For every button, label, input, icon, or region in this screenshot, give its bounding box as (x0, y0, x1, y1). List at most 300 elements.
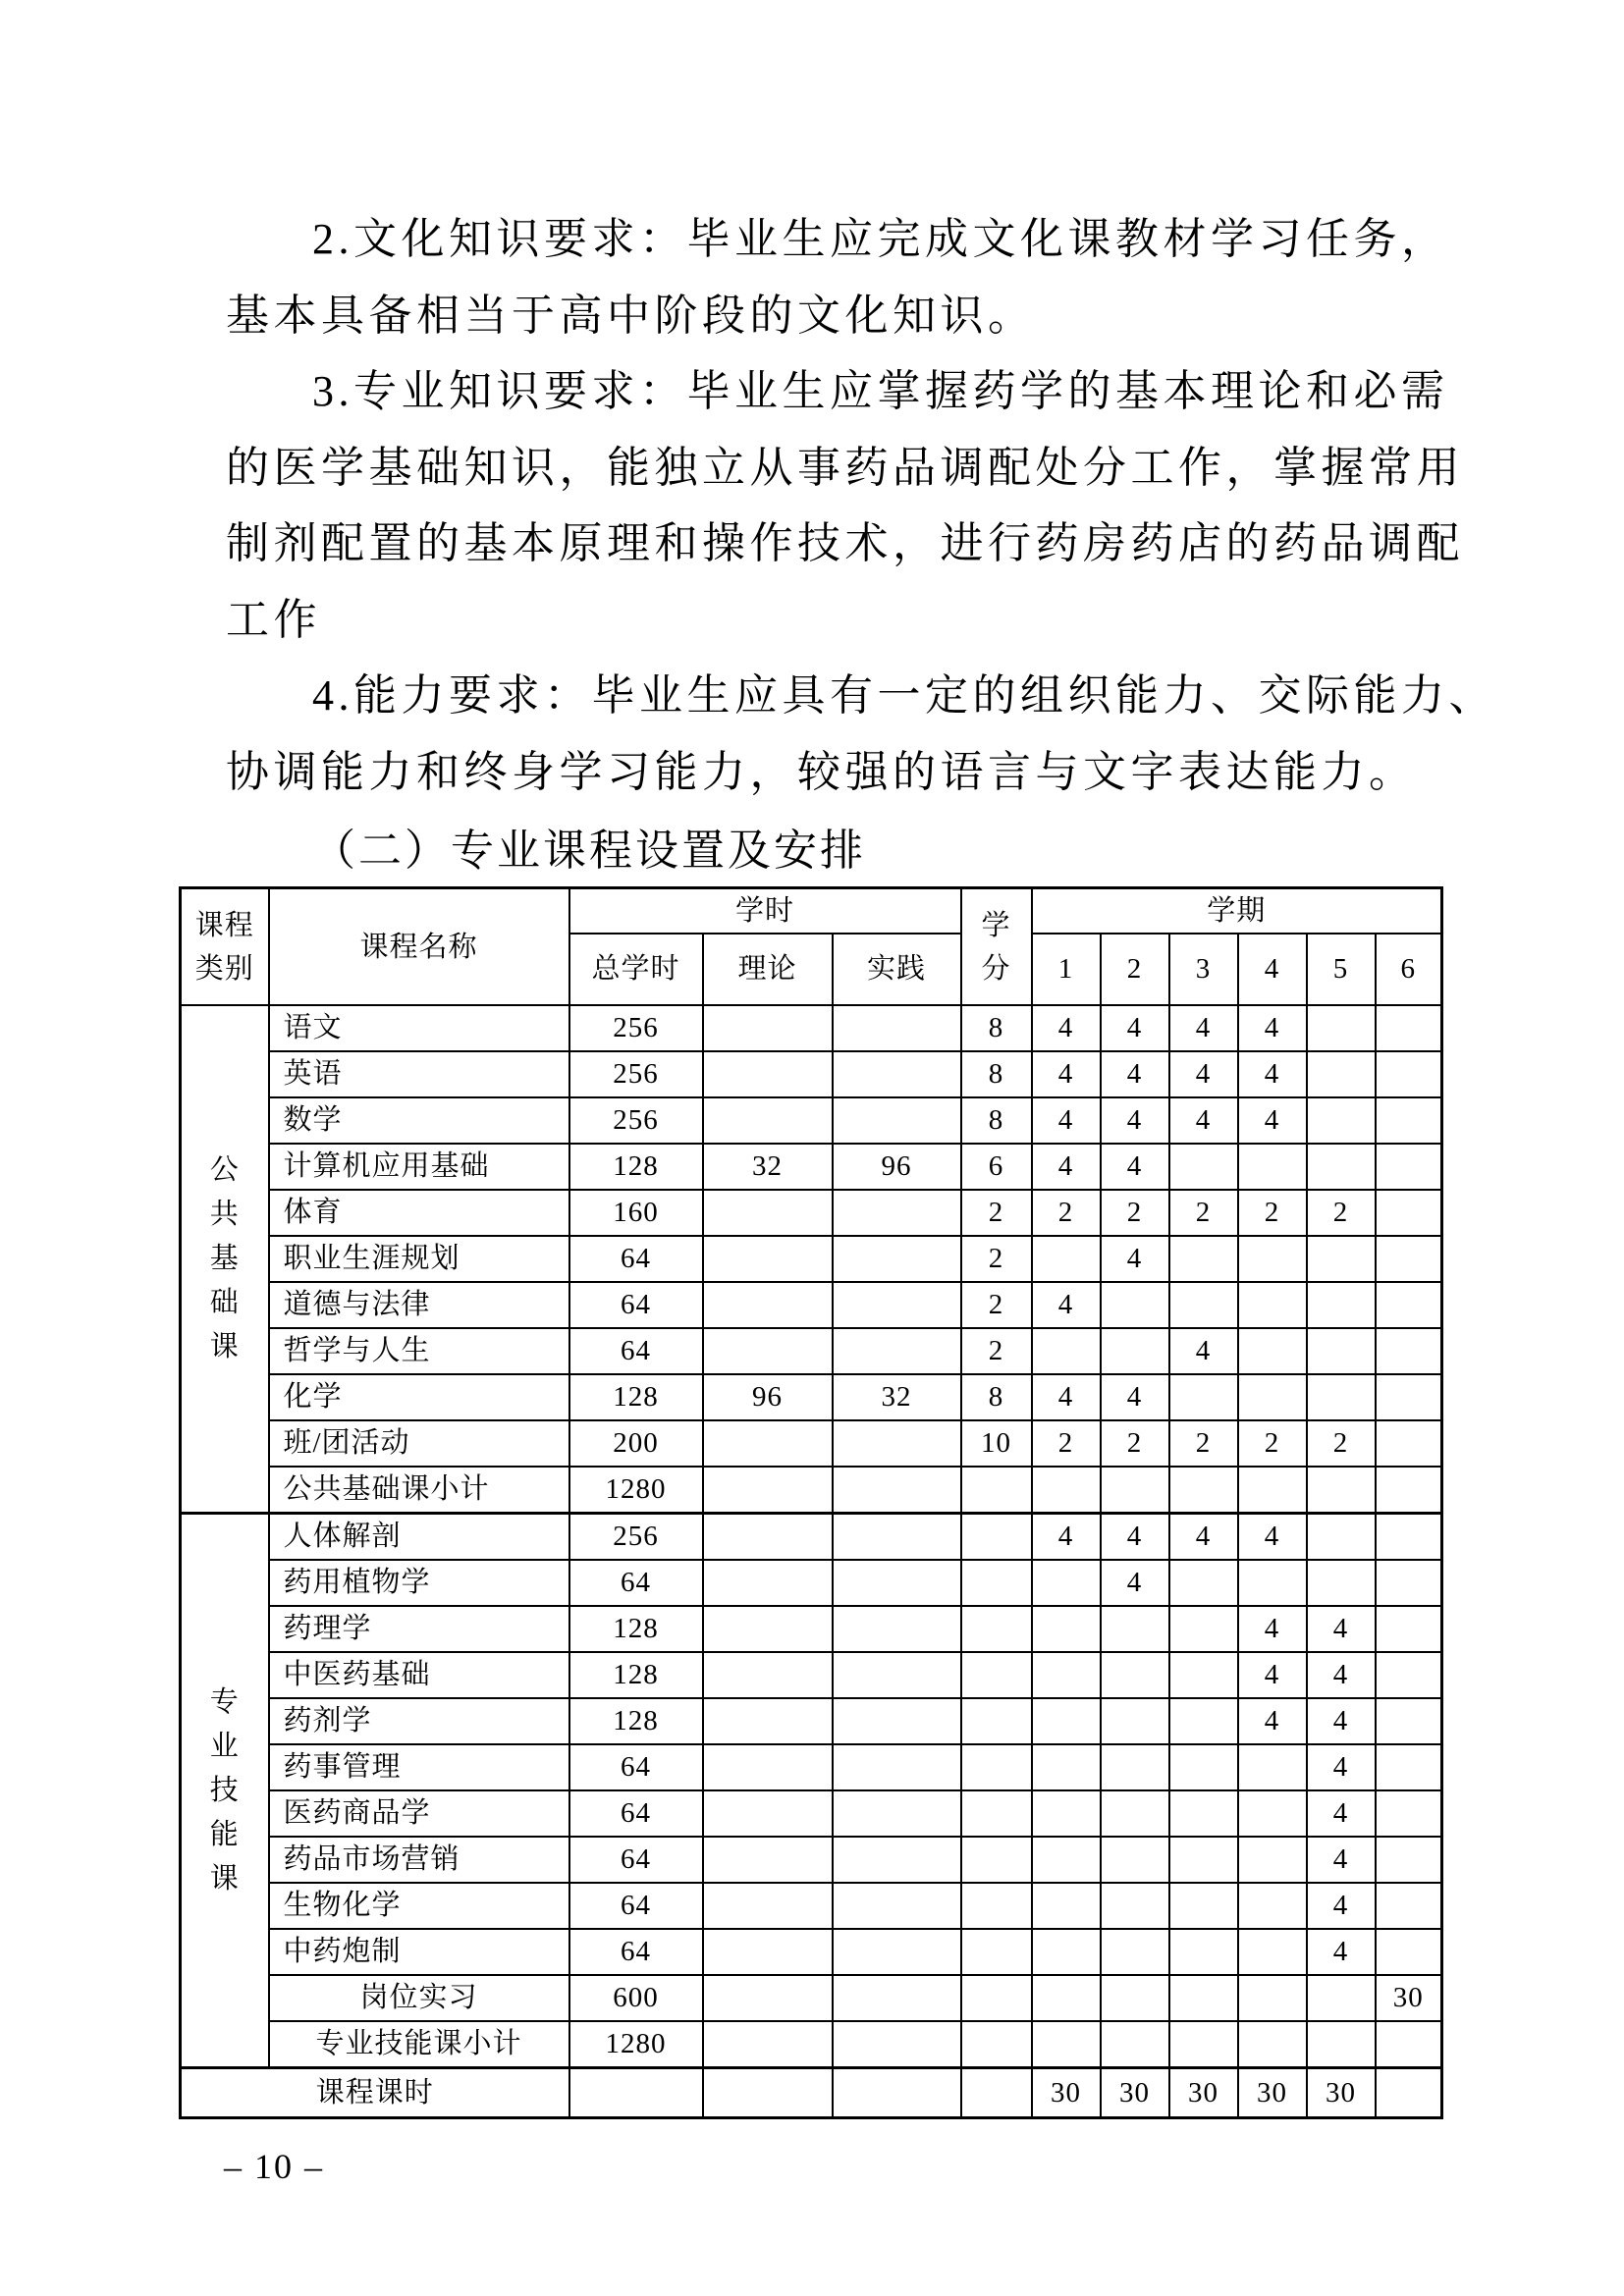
credit-cell (961, 1606, 1032, 1652)
theory-hours-cell (703, 1282, 833, 1328)
total-hours-cell: 128 (569, 1698, 703, 1744)
semester-1-cell: 4 (1032, 1374, 1101, 1420)
semester-3-cell: 4 (1169, 1005, 1238, 1051)
semester-4-cell: 4 (1238, 1698, 1307, 1744)
semester-2-cell (1101, 1883, 1169, 1929)
total-hours-cell: 64 (569, 1744, 703, 1790)
theory-hours-cell (703, 1790, 833, 1837)
semester-3-cell: 2 (1169, 1190, 1238, 1236)
semester-2-cell (1101, 1282, 1169, 1328)
theory-hours-cell (703, 2068, 833, 2118)
semester-2-cell (1101, 1467, 1169, 1514)
course-name-cell: 计算机应用基础 (269, 1144, 569, 1190)
semester-1-cell: 4 (1032, 1144, 1101, 1190)
semester-5-cell: 2 (1307, 1420, 1376, 1467)
semester-4-cell: 4 (1238, 1514, 1307, 1561)
page-number: – 10 – (224, 2147, 324, 2186)
semester-5-cell (1307, 1514, 1376, 1561)
theory-hours-cell (703, 1328, 833, 1374)
semester-2-cell: 2 (1101, 1420, 1169, 1467)
course-name-cell: 班/团活动 (269, 1420, 569, 1467)
semester-2-cell (1101, 1606, 1169, 1652)
theory-hours-cell: 32 (703, 1144, 833, 1190)
semester-3-cell (1169, 1975, 1238, 2021)
credit-cell (961, 1744, 1032, 1790)
table-row (181, 1051, 1442, 1097)
semester-5-cell (1307, 1975, 1376, 2021)
semester-6-cell (1376, 1328, 1442, 1374)
header-hours-total: 总学时 (569, 934, 703, 1005)
text-line: 4.能力要求：毕业生应具有一定的组织能力、交际能力、 (312, 671, 1496, 720)
course-name-cell: 医药商品学 (269, 1790, 569, 1837)
text-line: 协调能力和终身学习能力，较强的语言与文字表达能力。 (226, 747, 1417, 796)
semester-2-cell (1101, 1790, 1169, 1837)
semester-4-cell (1238, 1282, 1307, 1328)
theory-hours-cell (703, 1744, 833, 1790)
semester-5-cell: 4 (1307, 1929, 1376, 1975)
semester-6-cell (1376, 2068, 1442, 2118)
semester-2-cell: 4 (1101, 1236, 1169, 1282)
header-semester-5: 5 (1307, 934, 1376, 1005)
semester-1-cell (1032, 1467, 1101, 1514)
practice-hours-cell (833, 1467, 961, 1514)
credit-cell (961, 1837, 1032, 1883)
category-cell (181, 1514, 269, 2068)
theory-hours-cell (703, 1560, 833, 1606)
semester-3-cell (1169, 1606, 1238, 1652)
semester-4-cell (1238, 2021, 1307, 2068)
semester-2-cell: 4 (1101, 1374, 1169, 1420)
semester-6-cell (1376, 1236, 1442, 1282)
semester-1-cell (1032, 1606, 1101, 1652)
category-vertical-label: 专 业 技 能 课 (209, 1685, 240, 1895)
semester-5-cell (1307, 1097, 1376, 1144)
header-course-name: 课程名称 (269, 888, 569, 1006)
credit-cell: 10 (961, 1420, 1032, 1467)
credit-cell (961, 1652, 1032, 1698)
practice-hours-cell: 32 (833, 1374, 961, 1420)
semester-4-cell (1238, 1883, 1307, 1929)
practice-hours-cell (833, 1929, 961, 1975)
total-hours-cell: 1280 (569, 2021, 703, 2068)
semester-5-cell: 4 (1307, 1652, 1376, 1698)
table-row (181, 1328, 1442, 1374)
semester-3-cell (1169, 1652, 1238, 1698)
semester-4-cell: 2 (1238, 1190, 1307, 1236)
practice-hours-cell (833, 2068, 961, 2118)
table-row (181, 1467, 1442, 1514)
total-hours-cell: 128 (569, 1652, 703, 1698)
semester-2-cell: 4 (1101, 1051, 1169, 1097)
semester-2-cell: 4 (1101, 1097, 1169, 1144)
semester-6-cell (1376, 1929, 1442, 1975)
semester-2-cell (1101, 1975, 1169, 2021)
total-hours-cell: 64 (569, 1790, 703, 1837)
semester-3-cell (1169, 1929, 1238, 1975)
body-text (226, 201, 1496, 810)
table-row (181, 1744, 1442, 1790)
credit-cell: 2 (961, 1282, 1032, 1328)
course-name-cell: 中医药基础 (269, 1652, 569, 1698)
semester-6-cell (1376, 1051, 1442, 1097)
semester-4-cell: 4 (1238, 1606, 1307, 1652)
semester-6-cell (1376, 2021, 1442, 2068)
table-row (181, 1236, 1442, 1282)
credit-cell (961, 2068, 1032, 2118)
semester-5-cell: 2 (1307, 1190, 1376, 1236)
course-name-cell: 药品市场营销 (269, 1837, 569, 1883)
total-hours-cell: 64 (569, 1560, 703, 1606)
semester-6-cell (1376, 1374, 1442, 1420)
semester-4-cell (1238, 1467, 1307, 1514)
semester-4-cell (1238, 1560, 1307, 1606)
semester-1-cell (1032, 2021, 1101, 2068)
semester-3-cell (1169, 1560, 1238, 1606)
semester-4-cell: 30 (1238, 2068, 1307, 2118)
semester-3-cell (1169, 1144, 1238, 1190)
semester-1-cell: 4 (1032, 1097, 1101, 1144)
header-semester-group: 学期 (1032, 888, 1442, 934)
table-row (181, 1883, 1442, 1929)
semester-1-cell: 4 (1032, 1051, 1101, 1097)
semester-5-cell (1307, 1328, 1376, 1374)
table-row (181, 1837, 1442, 1883)
credit-cell (961, 1975, 1032, 2021)
practice-hours-cell (833, 1652, 961, 1698)
table-row (181, 1790, 1442, 1837)
theory-hours-cell (703, 1420, 833, 1467)
credit-cell: 2 (961, 1236, 1032, 1282)
semester-5-cell (1307, 1282, 1376, 1328)
semester-1-cell: 2 (1032, 1420, 1101, 1467)
semester-6-cell (1376, 1420, 1442, 1467)
practice-hours-cell (833, 1282, 961, 1328)
credit-cell: 8 (961, 1097, 1032, 1144)
semester-6-cell (1376, 1744, 1442, 1790)
semester-1-cell: 4 (1032, 1282, 1101, 1328)
practice-hours-cell (833, 1420, 961, 1467)
semester-5-cell (1307, 1374, 1376, 1420)
practice-hours-cell (833, 1051, 961, 1097)
semester-1-cell (1032, 1698, 1101, 1744)
credit-cell (961, 1467, 1032, 1514)
credit-cell: 8 (961, 1051, 1032, 1097)
semester-2-cell: 4 (1101, 1514, 1169, 1561)
semester-3-cell (1169, 1467, 1238, 1514)
semester-1-cell: 4 (1032, 1005, 1101, 1051)
header-hours-group: 学时 (569, 888, 961, 934)
text-line: 工作 (226, 595, 321, 644)
table-row (181, 1698, 1442, 1744)
text-line: 的医学基础知识，能独立从事药品调配处分工作，掌握常用 (226, 443, 1464, 492)
semester-3-cell: 4 (1169, 1051, 1238, 1097)
practice-hours-cell (833, 1328, 961, 1374)
footer-label-cell: 课程课时 (181, 2068, 569, 2118)
course-name-cell: 药剂学 (269, 1698, 569, 1744)
theory-hours-cell (703, 1883, 833, 1929)
semester-1-cell (1032, 1652, 1101, 1698)
semester-5-cell: 4 (1307, 1744, 1376, 1790)
course-name-cell: 哲学与人生 (269, 1328, 569, 1374)
practice-hours-cell (833, 1190, 961, 1236)
semester-6-cell (1376, 1837, 1442, 1883)
total-hours-cell: 128 (569, 1144, 703, 1190)
semester-6-cell (1376, 1097, 1442, 1144)
semester-1-cell (1032, 1929, 1101, 1975)
table-row (181, 1652, 1442, 1698)
curriculum-table (179, 886, 1443, 2119)
semester-3-cell: 4 (1169, 1514, 1238, 1561)
semester-5-cell (1307, 1005, 1376, 1051)
semester-4-cell (1238, 1790, 1307, 1837)
semester-5-cell: 4 (1307, 1606, 1376, 1652)
practice-hours-cell (833, 2021, 961, 2068)
total-hours-cell: 128 (569, 1374, 703, 1420)
semester-2-cell (1101, 1837, 1169, 1883)
total-hours-cell (569, 2068, 703, 2118)
semester-2-cell (1101, 1698, 1169, 1744)
header-semester-6: 6 (1376, 934, 1442, 1005)
table-row (181, 1374, 1442, 1420)
table-body (181, 1005, 1442, 2118)
course-name-cell: 专业技能课小计 (269, 2021, 569, 2068)
course-name-cell: 数学 (269, 1097, 569, 1144)
theory-hours-cell (703, 1975, 833, 2021)
practice-hours-cell (833, 1883, 961, 1929)
course-name-cell: 道德与法律 (269, 1282, 569, 1328)
text-line: 基本具备相当于高中阶段的文化知识。 (226, 291, 1036, 340)
text-line: 制剂配置的基本原理和操作技术，进行药房药店的药品调配 (226, 519, 1464, 567)
semester-6-cell (1376, 1282, 1442, 1328)
semester-4-cell (1238, 1374, 1307, 1420)
theory-hours-cell (703, 1005, 833, 1051)
text-line: 2.文化知识要求：毕业生应完成文化课教材学习任务， (312, 215, 1449, 263)
semester-3-cell (1169, 1698, 1238, 1744)
theory-hours-cell (703, 1097, 833, 1144)
practice-hours-cell (833, 1975, 961, 2021)
semester-1-cell (1032, 1790, 1101, 1837)
semester-6-cell (1376, 1005, 1442, 1051)
semester-4-cell (1238, 1744, 1307, 1790)
course-hours-footer-row (181, 2068, 1442, 2118)
semester-6-cell (1376, 1467, 1442, 1514)
credit-cell: 8 (961, 1374, 1032, 1420)
course-name-cell: 人体解剖 (269, 1514, 569, 1561)
credit-cell (961, 1929, 1032, 1975)
semester-4-cell (1238, 1975, 1307, 2021)
semester-4-cell (1238, 1236, 1307, 1282)
total-hours-cell: 64 (569, 1328, 703, 1374)
credit-cell (961, 1790, 1032, 1837)
practice-hours-cell: 96 (833, 1144, 961, 1190)
theory-hours-cell (703, 1837, 833, 1883)
semester-2-cell (1101, 1744, 1169, 1790)
semester-5-cell: 4 (1307, 1790, 1376, 1837)
semester-5-cell: 4 (1307, 1698, 1376, 1744)
course-name-cell: 药用植物学 (269, 1560, 569, 1606)
semester-1-cell (1032, 1837, 1101, 1883)
semester-1-cell (1032, 1236, 1101, 1282)
credit-cell: 8 (961, 1005, 1032, 1051)
credit-cell (961, 1883, 1032, 1929)
credit-cell: 2 (961, 1190, 1032, 1236)
semester-3-cell (1169, 1790, 1238, 1837)
semester-6-cell: 30 (1376, 1975, 1442, 2021)
credit-cell (961, 1560, 1032, 1606)
table-row (181, 1420, 1442, 1467)
header-hours-practice: 实践 (833, 934, 961, 1005)
theory-hours-cell (703, 1652, 833, 1698)
semester-4-cell: 4 (1238, 1097, 1307, 1144)
total-hours-cell: 256 (569, 1005, 703, 1051)
practice-hours-cell (833, 1837, 961, 1883)
text-line: 3.专业知识要求：毕业生应掌握药学的基本理论和必需 (312, 367, 1449, 415)
practice-hours-cell (833, 1560, 961, 1606)
total-hours-cell: 256 (569, 1051, 703, 1097)
total-hours-cell: 64 (569, 1883, 703, 1929)
semester-6-cell (1376, 1606, 1442, 1652)
semester-6-cell (1376, 1883, 1442, 1929)
course-name-cell: 化学 (269, 1374, 569, 1420)
total-hours-cell: 128 (569, 1606, 703, 1652)
semester-4-cell (1238, 1144, 1307, 1190)
semester-6-cell (1376, 1698, 1442, 1744)
theory-hours-cell (703, 1236, 833, 1282)
credit-cell (961, 1698, 1032, 1744)
semester-3-cell: 4 (1169, 1097, 1238, 1144)
header-hours-theory: 理论 (703, 934, 833, 1005)
semester-5-cell (1307, 1144, 1376, 1190)
theory-hours-cell (703, 2021, 833, 2068)
semester-4-cell (1238, 1837, 1307, 1883)
credit-cell (961, 2021, 1032, 2068)
semester-4-cell: 2 (1238, 1420, 1307, 1467)
semester-3-cell (1169, 1374, 1238, 1420)
table-row (181, 1190, 1442, 1236)
semester-2-cell (1101, 1328, 1169, 1374)
semester-3-cell: 30 (1169, 2068, 1238, 2118)
semester-2-cell (1101, 2021, 1169, 2068)
header-course-category: 课程 类别 (181, 888, 269, 1006)
theory-hours-cell (703, 1606, 833, 1652)
table-row (181, 1560, 1442, 1606)
theory-hours-cell (703, 1190, 833, 1236)
semester-1-cell (1032, 1883, 1101, 1929)
table-row (181, 1282, 1442, 1328)
header-semester-4: 4 (1238, 934, 1307, 1005)
theory-hours-cell (703, 1514, 833, 1561)
total-hours-cell: 1280 (569, 1467, 703, 1514)
table-row (181, 1514, 1442, 1561)
semester-4-cell: 4 (1238, 1051, 1307, 1097)
semester-1-cell: 30 (1032, 2068, 1101, 2118)
semester-3-cell (1169, 1282, 1238, 1328)
semester-1-cell (1032, 1975, 1101, 2021)
semester-5-cell (1307, 1560, 1376, 1606)
semester-1-cell (1032, 1560, 1101, 1606)
header-credit: 学 分 (961, 888, 1032, 1006)
practice-hours-cell (833, 1698, 961, 1744)
semester-3-cell: 4 (1169, 1328, 1238, 1374)
theory-hours-cell (703, 1467, 833, 1514)
theory-hours-cell (703, 1698, 833, 1744)
total-hours-cell: 600 (569, 1975, 703, 2021)
course-name-cell: 体育 (269, 1190, 569, 1236)
semester-6-cell (1376, 1514, 1442, 1561)
total-hours-cell: 64 (569, 1929, 703, 1975)
semester-2-cell: 4 (1101, 1560, 1169, 1606)
semester-3-cell (1169, 1744, 1238, 1790)
practice-hours-cell (833, 1097, 961, 1144)
total-hours-cell: 256 (569, 1097, 703, 1144)
total-hours-cell: 160 (569, 1190, 703, 1236)
credit-cell: 6 (961, 1144, 1032, 1190)
practice-hours-cell (833, 1514, 961, 1561)
category-cell (181, 1005, 269, 1514)
semester-2-cell (1101, 1929, 1169, 1975)
semester-1-cell: 2 (1032, 1190, 1101, 1236)
total-hours-cell: 64 (569, 1837, 703, 1883)
semester-5-cell: 4 (1307, 1837, 1376, 1883)
semester-5-cell (1307, 2021, 1376, 2068)
semester-4-cell: 4 (1238, 1652, 1307, 1698)
course-name-cell: 岗位实习 (269, 1975, 569, 2021)
total-hours-cell: 200 (569, 1420, 703, 1467)
theory-hours-cell (703, 1929, 833, 1975)
semester-5-cell (1307, 1467, 1376, 1514)
header-semester-1: 1 (1032, 934, 1101, 1005)
table-row (181, 1606, 1442, 1652)
semester-3-cell (1169, 1883, 1238, 1929)
course-name-cell: 英语 (269, 1051, 569, 1097)
header-semester-2: 2 (1101, 934, 1169, 1005)
semester-4-cell (1238, 1929, 1307, 1975)
practice-hours-cell (833, 1744, 961, 1790)
semester-6-cell (1376, 1652, 1442, 1698)
semester-2-cell: 2 (1101, 1190, 1169, 1236)
practice-hours-cell (833, 1005, 961, 1051)
table-row (181, 1929, 1442, 1975)
course-name-cell: 生物化学 (269, 1883, 569, 1929)
semester-3-cell (1169, 2021, 1238, 2068)
practice-hours-cell (833, 1606, 961, 1652)
table-row (181, 1975, 1442, 2021)
semester-2-cell: 4 (1101, 1144, 1169, 1190)
total-hours-cell: 256 (569, 1514, 703, 1561)
semester-2-cell: 30 (1101, 2068, 1169, 2118)
semester-5-cell: 30 (1307, 2068, 1376, 2118)
practice-hours-cell (833, 1236, 961, 1282)
header-semester-3: 3 (1169, 934, 1238, 1005)
semester-1-cell (1032, 1328, 1101, 1374)
course-name-cell: 中药炮制 (269, 1929, 569, 1975)
total-hours-cell: 64 (569, 1282, 703, 1328)
semester-4-cell (1238, 1328, 1307, 1374)
category-vertical-label: 公 共 基 础 课 (209, 1154, 240, 1362)
semester-3-cell (1169, 1236, 1238, 1282)
semester-6-cell (1376, 1190, 1442, 1236)
semester-1-cell (1032, 1744, 1101, 1790)
table-row (181, 1097, 1442, 1144)
semester-6-cell (1376, 1560, 1442, 1606)
table-row (181, 2021, 1442, 2068)
table-row (181, 1005, 1442, 1051)
semester-4-cell: 4 (1238, 1005, 1307, 1051)
semester-2-cell (1101, 1652, 1169, 1698)
semester-1-cell: 4 (1032, 1514, 1101, 1561)
theory-hours-cell (703, 1051, 833, 1097)
semester-3-cell: 2 (1169, 1420, 1238, 1467)
